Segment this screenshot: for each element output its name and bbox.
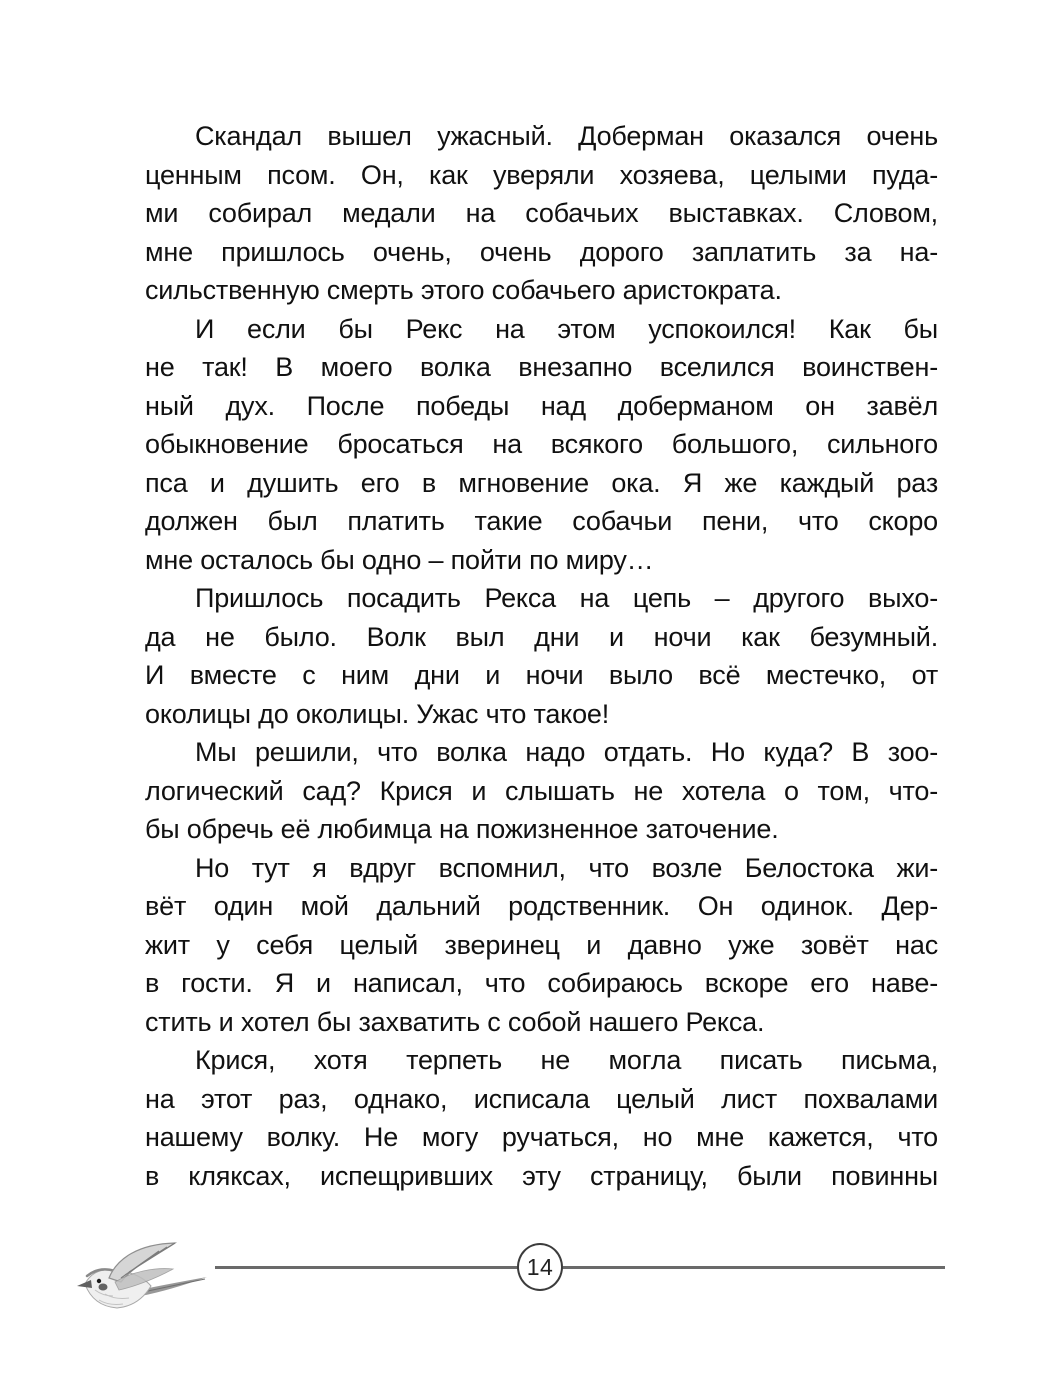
page-number-badge [517, 1243, 563, 1291]
text-line: на этот раз, однако, исписала целый лист похвалами [145, 1083, 938, 1114]
text-line: ценным псом. Он, как уверяли хозяева, целыми пуда- [145, 159, 938, 190]
text-line: Пришлось посадить Рекса на цепь – другого выхо- [195, 583, 938, 613]
text-line: сильственную смерть этого собачьего аристократа. [145, 275, 782, 305]
footer-rule [215, 1266, 945, 1269]
text-line: бы обречь её любимца на пожизненное заточение. [145, 814, 779, 844]
text-line: жит у себя целый зверинец и давно уже зовёт нас [145, 929, 938, 960]
text-line: Крися, хотя терпеть не могла писать письма, [195, 1045, 938, 1075]
text-line: должен был платить такие собачьи пени, что скоро [145, 506, 938, 536]
text-line: логический сад? Крися и слышать не хотела о том, что- [145, 775, 938, 806]
text-line: в гости. Я и написал, что собираюсь вскоре его наве- [145, 968, 938, 998]
text-line: пса и душить его в мгновение ока. Я же каждый раз [145, 467, 938, 498]
text-line: обыкновение бросаться на всякого большого, сильного [145, 429, 938, 459]
text-line: мне пришлось очень, очень дорого заплатить за на- [145, 236, 938, 267]
text-line: Скандал вышел ужасный. Доберман оказался очень [195, 121, 938, 151]
text-line: стить и хотел бы захватить с собой нашего Рекса. [145, 1006, 765, 1037]
text-block [145, 117, 938, 1195]
flying-sparrow-icon [73, 1240, 213, 1320]
text-line: мне осталось бы одно – пойти по миру… [145, 544, 654, 575]
text-line: вёт один мой дальний родственник. Он одинок. Дер- [145, 891, 938, 921]
text-line: И вместе с ним дни и ночи выло всё местечко, от [145, 660, 938, 690]
text-line: ми собирал медали на собачьих выставках. Словом, [145, 198, 938, 228]
page-number: 14 [526, 1253, 554, 1280]
text-line: не так! В моего волка внезапно вселился воинствен- [145, 352, 938, 382]
text-line: околицы до околицы. Ужас что такое! [145, 698, 610, 729]
text-line: в кляксах, испещривших эту страницу, были повинны [145, 1160, 938, 1191]
text-line: да не было. Волк выл дни и ночи как безумный. [145, 621, 938, 652]
text-line: Мы решили, что волка надо отдать. Но куда? В зоо- [195, 737, 938, 767]
text-line: Но тут я вдруг вспомнил, что возле Белостока жи- [195, 852, 938, 883]
text-line: И если бы Рекс на этом успокоился! Как бы [195, 313, 938, 344]
text-line: нашему волку. Не могу ручаться, но мне кажется, что [145, 1122, 938, 1152]
text-line: ный дух. После победы над доберманом он завёл [145, 390, 938, 421]
